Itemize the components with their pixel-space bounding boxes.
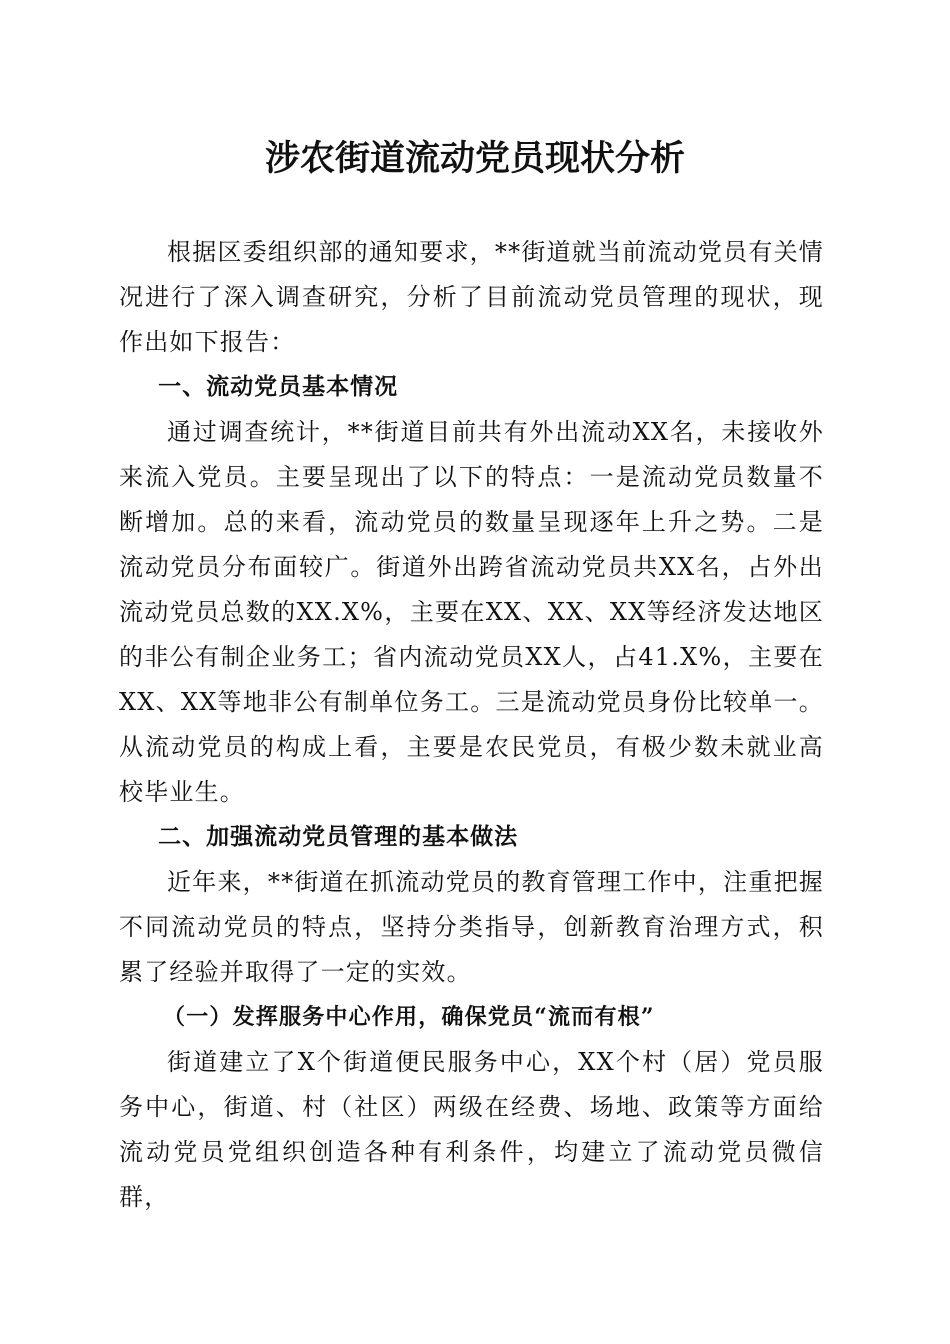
document-body — [119, 230, 824, 1220]
intro-paragraph: 根据区委组织部的通知要求，**街道就当前流动党员有关情况进行了深入调查研究，分析了目前流动党员管理的现状，现作出如下报告： — [119, 238, 824, 356]
section2-paragraph: 近年来，**街道在抓流动党员的教育管理工作中，注重把握不同流动党员的特点，坚持分类指导，创新教育治理方式，积累了经验并取得了一定的实效。 — [119, 868, 824, 986]
section-heading-2: 二、加强流动党员管理的基本做法 — [158, 824, 519, 850]
subsection-heading-1: （一）发挥服务中心作用，确保党员“流而有根” — [163, 1004, 655, 1030]
subsection1-paragraph: 街道建立了X个街道便民服务中心，XX个村（居）党员服务中心，街道、村（社区）两级在经费、场地、政策等方面给流动党员党组织创造各种有利条件，均建立了流动党员微信群， — [119, 1048, 824, 1211]
section1-paragraph: 通过调查统计，**街道目前共有外出流动XX名，未接收外来流入党员。主要呈现出了以下的特点：一是流动党员数量不断增加。总的来看，流动党员的数量呈现逐年上升之势。二是流动党员分布面较广。街道外出跨省流动党员共XX名，占外出流动党员总数的XX.X%，主要在XX、XX、XX等经济发达地区的非公有制企业务工；省内流动党员XX人，占41.X%，主要在XX、XX等地非公有制单位务工。三是流动党员身份比较单一。从流动党员的构成上看，主要是农民党员，有极少数未就业高校毕业生。 — [119, 418, 824, 806]
document-title: 涉农街道流动党员现状分析 — [264, 139, 685, 179]
section-heading-1: 一、流动党员基本情况 — [158, 374, 399, 400]
